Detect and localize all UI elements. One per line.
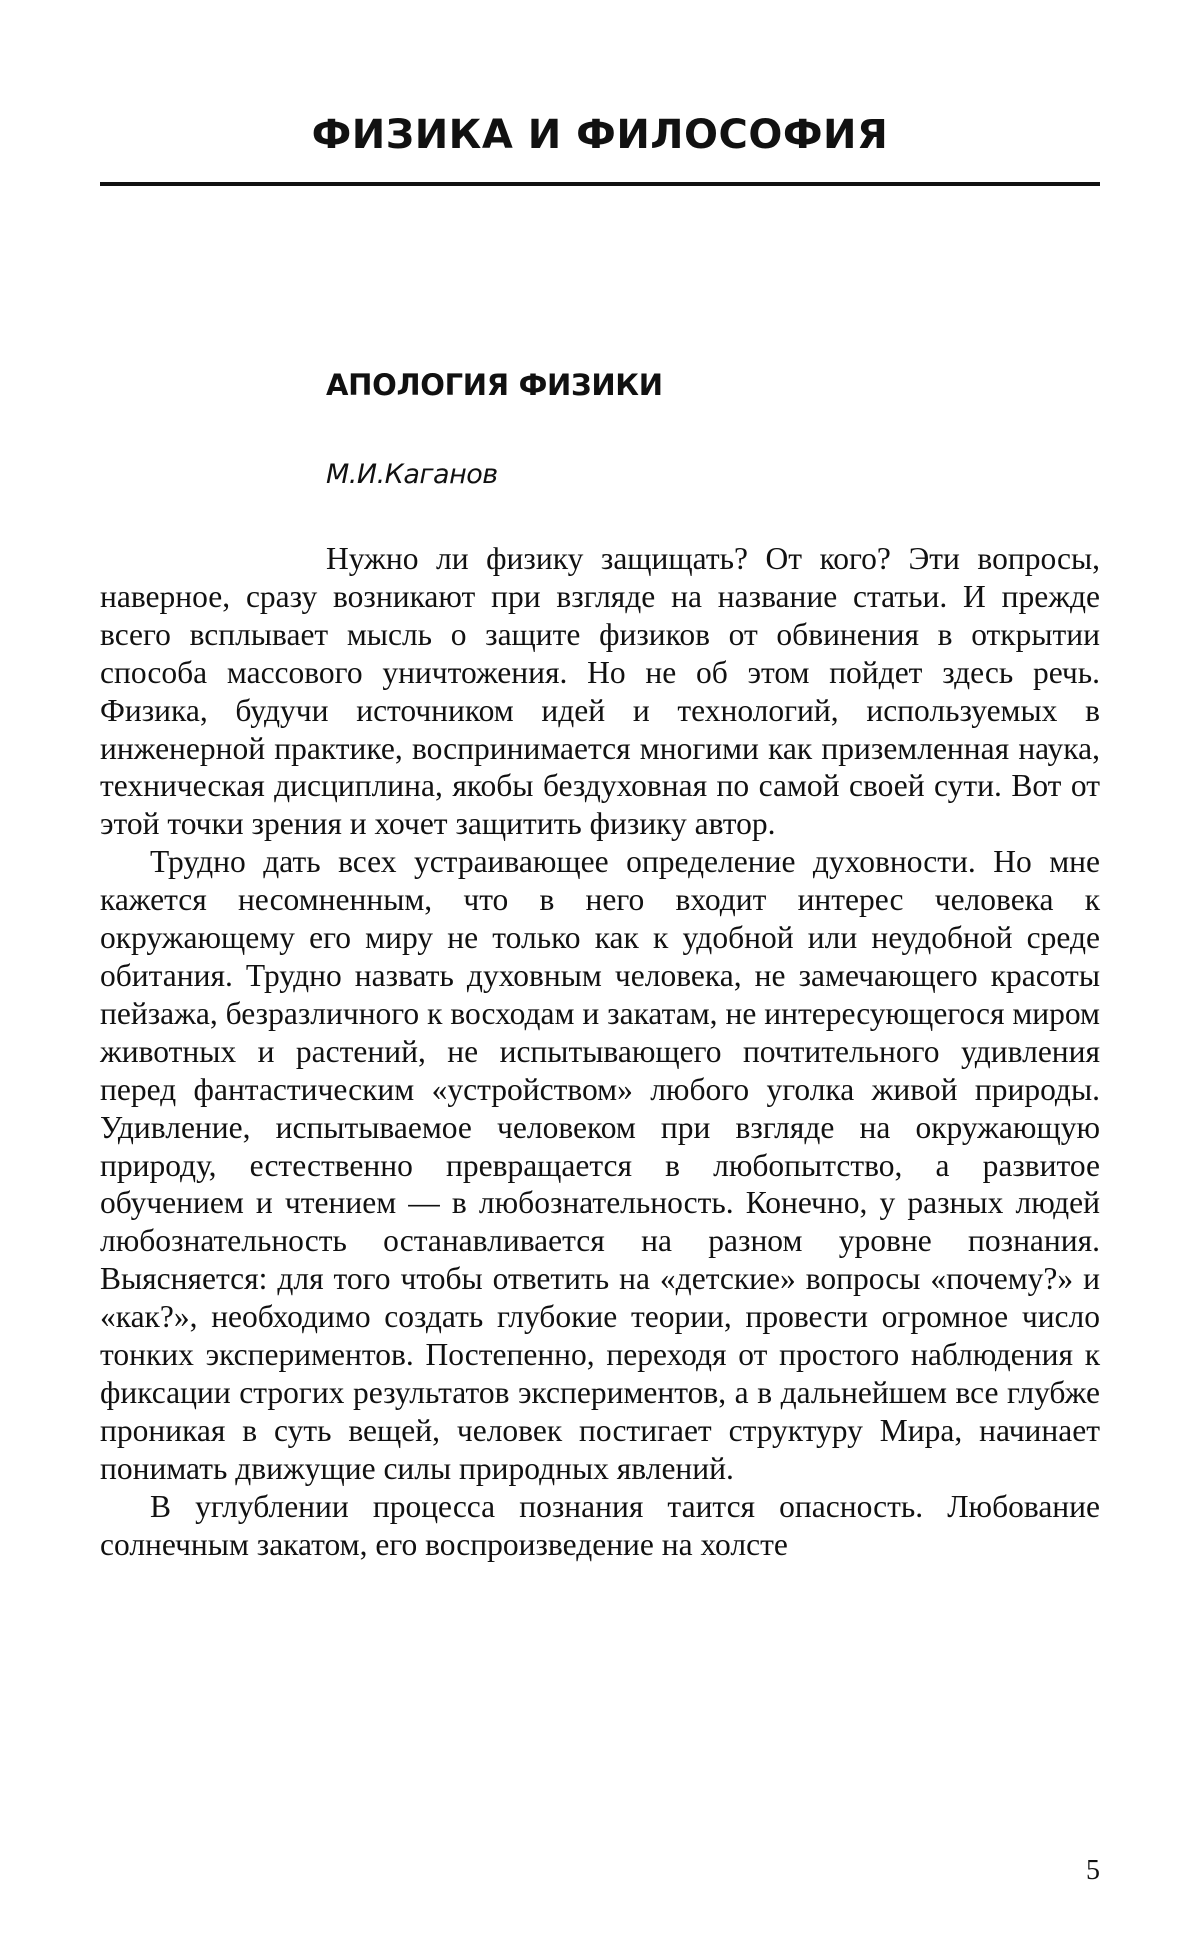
article-body bbox=[100, 540, 1100, 1563]
section-divider bbox=[100, 182, 1100, 186]
article-author: М.И.Каганов bbox=[326, 459, 498, 490]
section-title: ФИЗИКА И ФИЛОСОФИЯ bbox=[311, 112, 889, 158]
page-number: 5 bbox=[1086, 1855, 1100, 1886]
paragraph-1: Нужно ли физику защищать? От кого? Эти вопросы, наверное, сразу возникают при взгляде на название статьи. И прежде всего всплывает мысль о защите физиков от обвинения в открытии способа массового уничтожения. Но не об этом пойдет здесь речь. Физика, будучи источником идей и технологий, используемых в инженерной практике, воспринимается многими как приземленная наука, техническая дисциплина, якобы бездуховная по самой своей сути. Вот от этой точки зрения и хочет защитить физику автор. bbox=[100, 541, 1100, 842]
paragraph-3: В углублении процесса познания таится опасность. Любование солнечным закатом, его воспроизведение на холсте bbox=[100, 1488, 1100, 1562]
article-title: АПОЛОГИЯ ФИЗИКИ bbox=[326, 368, 663, 402]
paragraph-2: Трудно дать всех устраивающее определение духовности. Но мне кажется несомненным, что в него входит интерес человека к окружающему его миру не только как к удобной или неудобной среде обитания. Трудно назвать духовным человека, не замечающего красоты пейзажа, безразличного к восходам и закатам, не интересующегося миром животных и растений, не испытывающего почтительного удивления перед фантастическим «устройством» любого уголка живой природы. Удивление, испытываемое человеком при взгляде на окружающую природу, естественно превращается в любопытство, а развитое обучением и чтением — в любознательность. Конечно, у разных людей любознательность останавливается на разном уровне познания. Выясняется: для того чтобы ответить на «детские» вопросы «почему?» и «как?», необходимо создать глубокие теории, провести огромное число тонких экспериментов. Постепенно, переходя от простого наблюдения к фиксации строгих результатов экспериментов, а в дальнейшем все глубже проникая в суть вещей, человек постигает структуру Мира, начинает понимать движущие силы природных явлений. bbox=[100, 844, 1100, 1486]
